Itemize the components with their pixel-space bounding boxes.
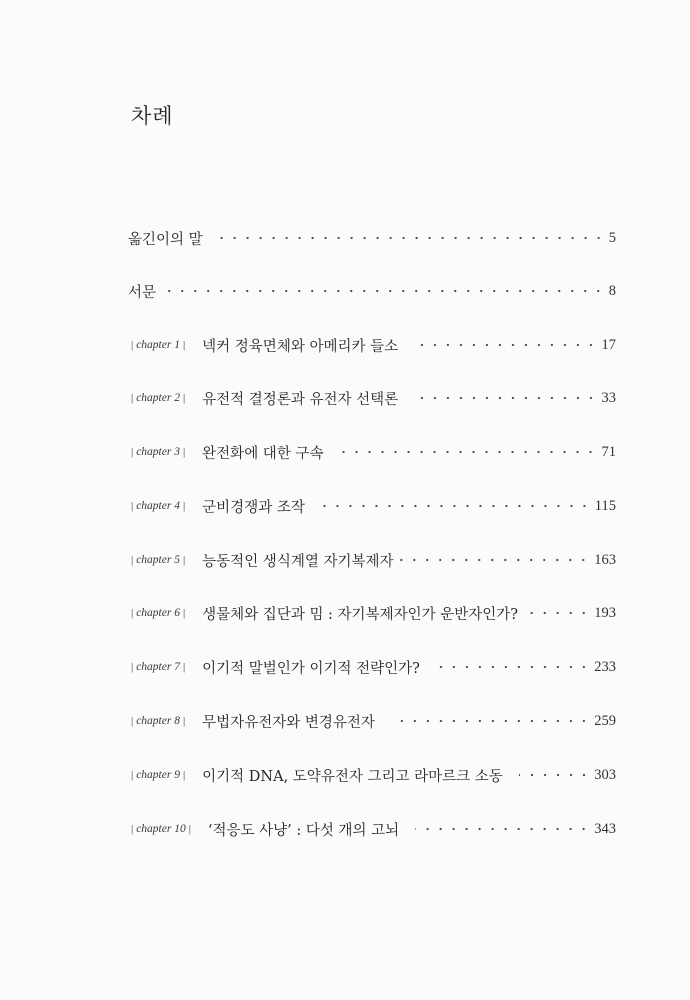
dot-leader bbox=[339, 445, 597, 459]
dot-leader bbox=[164, 284, 605, 298]
chapter-label: | chapter 1 | bbox=[131, 339, 186, 351]
dot-leader bbox=[414, 391, 597, 405]
chapter-label: | chapter 6 | bbox=[131, 607, 186, 619]
toc-entry-chapter-8[interactable] bbox=[128, 709, 616, 733]
entry-title: 서문 bbox=[128, 284, 157, 301]
chapter-label: | chapter 4 | bbox=[131, 500, 186, 512]
toc-entry-chapter-5[interactable] bbox=[128, 548, 616, 572]
dot-leader bbox=[399, 553, 590, 567]
page-number: 33 bbox=[601, 389, 616, 406]
page-number: 8 bbox=[608, 282, 616, 299]
toc-entry-chapter-3[interactable] bbox=[128, 440, 616, 464]
toc-entry-chapter-9[interactable] bbox=[128, 763, 616, 787]
toc-entry-preface[interactable] bbox=[128, 279, 616, 303]
chapter-label: | chapter 10 | bbox=[131, 823, 191, 835]
page-number: 115 bbox=[594, 497, 616, 514]
toc-entry-translator-note[interactable] bbox=[128, 226, 616, 250]
page-number: 343 bbox=[594, 820, 616, 837]
chapter-label: | chapter 5 | bbox=[131, 554, 186, 566]
toc-entry-chapter-1[interactable] bbox=[128, 333, 616, 357]
entry-title: 유전적 결정론과 유전자 선택론 bbox=[202, 391, 399, 408]
entry-title: 군비경쟁과 조작 bbox=[202, 499, 305, 516]
chapter-label: | chapter 9 | bbox=[131, 769, 186, 781]
page-number: 5 bbox=[608, 229, 616, 246]
entry-title: 넥커 정육면체와 아메리카 들소 bbox=[202, 338, 399, 355]
page-number: 71 bbox=[601, 443, 616, 460]
dot-leader bbox=[415, 822, 590, 836]
page-number: 303 bbox=[594, 766, 616, 783]
dot-leader bbox=[219, 231, 605, 245]
entry-title: 능동적인 생식계열 자기복제자 bbox=[202, 553, 394, 570]
dot-leader bbox=[430, 660, 590, 674]
page-number: 17 bbox=[601, 336, 616, 353]
dot-leader bbox=[519, 768, 591, 782]
page-title: 차례 bbox=[131, 104, 174, 128]
entry-title: 이기적 DNA, 도약유전자 그리고 라마르크 소동 bbox=[202, 768, 503, 785]
entry-title: 이기적 말벌인가 이기적 전략인가? bbox=[202, 660, 420, 677]
page-number: 163 bbox=[594, 551, 616, 568]
toc-entry-chapter-7[interactable] bbox=[128, 655, 616, 679]
entry-title: 완전화에 대한 구속 bbox=[202, 445, 324, 462]
page-number: 233 bbox=[594, 658, 616, 675]
entry-title: 생물체와 집단과 밈 : 자기복제자인가 운반자인가? bbox=[202, 606, 519, 623]
toc-entry-chapter-4[interactable] bbox=[128, 494, 616, 518]
entry-title: 옮긴이의 말 bbox=[128, 231, 203, 248]
toc-entry-chapter-10[interactable] bbox=[128, 817, 616, 841]
chapter-label: | chapter 3 | bbox=[131, 446, 186, 458]
dot-leader bbox=[321, 499, 591, 513]
dot-leader bbox=[526, 606, 590, 620]
page-number: 259 bbox=[594, 712, 616, 729]
page-number: 193 bbox=[594, 604, 616, 621]
toc-entry-chapter-6[interactable] bbox=[128, 601, 616, 625]
dot-leader bbox=[391, 714, 590, 728]
chapter-label: | chapter 2 | bbox=[131, 392, 186, 404]
chapter-label: | chapter 7 | bbox=[131, 661, 186, 673]
toc-entry-chapter-2[interactable] bbox=[128, 386, 616, 410]
entry-title: 무법자유전자와 변경유전자 bbox=[202, 714, 375, 731]
dot-leader bbox=[414, 338, 597, 352]
chapter-label: | chapter 8 | bbox=[131, 715, 186, 727]
entry-title: ‘적응도 사냥’ : 다섯 개의 고뇌 bbox=[207, 822, 400, 839]
